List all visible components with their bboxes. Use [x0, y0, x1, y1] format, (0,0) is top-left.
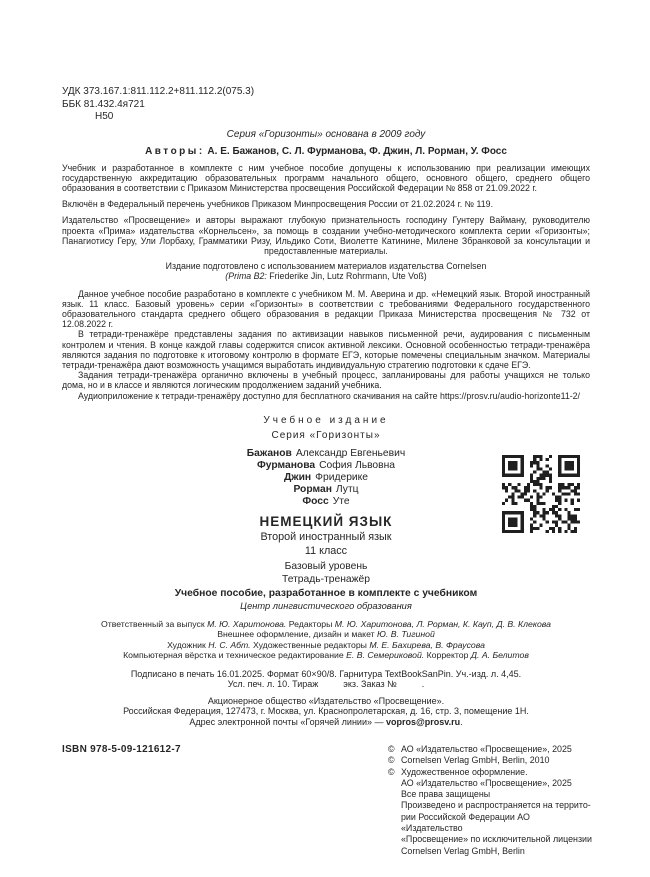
approval-paragraph: Учебник и разработанное в комплекте с ним учебное пособие допущены к использованию при реализации имеющих государственную аккредитацию образовательных программ начального общего, основного общего, среднего общего образования в соответствии с Приказом Министерства просвещения Российской Федерации № 858 от 21.09.2022 г.: [62, 162, 590, 193]
copyright-symbol: [388, 834, 401, 845]
author-last-name: Фурманова: [256, 459, 316, 471]
copyright-symbol: [388, 812, 401, 835]
book-level: Базовый уровень: [284, 560, 368, 572]
copyright-symbol: ©: [388, 766, 395, 777]
author-first-name: Фридерике: [315, 471, 369, 483]
copyright-symbol: [388, 800, 401, 811]
author-last-name: Бажанов: [246, 447, 292, 459]
series-founded-note: Серия «Горизонты» основана в 2009 году: [226, 128, 426, 140]
bibliographic-codes: [62, 86, 590, 124]
copyright-line: Cornelsen Verlag GmbH, Berlin: [388, 846, 593, 857]
qr-code: [502, 455, 580, 533]
book-type: Тетрадь-тренажёр: [282, 573, 370, 585]
udk-line: УДК 373.167.1:811.112.2+811.112.2(075.3): [62, 86, 255, 97]
audio-app-paragraph: Аудиоприложение к тетради-тренажёру доступно для бесплатного скачивания на сайте https://prosv.ru/audio-horizonte11-2/: [78, 390, 580, 401]
cornelsen-note-line1: Издание подготовлено с использованием материалов издательства Cornelsen: [165, 261, 487, 272]
hotline-email-line: Адрес электронной почты «Горячей линии» — vopros@prosv.ru.: [189, 716, 463, 727]
authors-line: Авторы: А. Е. Бажанов, С. Л. Фурманова, Ф. Джин, Л. Рорман, У. Фосс: [145, 145, 507, 157]
print-data-block: [62, 669, 590, 728]
publisher-address-line: Российская Федерация, 127473, г. Москва, ул. Краснопролетарская, д. 16, стр. 3, помещение 1Н.: [123, 706, 529, 717]
copyright-symbol: [388, 789, 401, 800]
linguistic-center: Центр лингвистического образования: [240, 600, 412, 611]
cornelsen-note-line2: (Prima B2: Friederike Jin, Lutz Rohrmann, Ute Voß): [225, 271, 427, 282]
author-last-name: Джин: [283, 471, 312, 483]
author-last-name: Фосс: [302, 495, 329, 507]
annotation-paragraph: Задания тетради-тренажёра органично включены в учебный процесс, запланированы для работы учащихся не только дома, но и в классе и являются логическим продолжением заданий учебника.: [62, 370, 590, 391]
author-last-name: Рорман: [293, 483, 332, 495]
book-grade: 11 класс: [304, 544, 348, 557]
edition-series: Серия «Горизонты»: [271, 429, 381, 441]
annotation-paragraph: В тетради-тренажёре представлены задания по активизации навыков письменной речи, аудирования с письменным контролем и чтения. В конце каждой главы содержится список активной лексики. Основной особенностью тетради-тренажёра являются задания по подготовке к итоговому контролю в формате ЕГЭ, которые помечены специальным значком. Материалы тетради-тренажёра дают возможность учащимся выработать индивидуальную стратегию подготовки к сдаче ЕГЭ.: [62, 329, 590, 370]
credits-line: Художник Н. С. Абт. Художественные редакторы М. Е. Бахирева, В. Фраусова: [167, 639, 485, 650]
author-first-name: Александр Евгеньевич: [295, 447, 406, 459]
credits-line: Внешнее оформление, дизайн и макет Ю. В. Тигиной: [217, 629, 435, 640]
publisher-block: [62, 696, 590, 728]
copyright-block: [388, 744, 593, 857]
acknowledgements-paragraph: Издательство «Просвещение» и авторы выражают глубокую признательность господину Гунтеру Вайману, руководителю проекта «Прима» издательства «Корнельсен», за помощь в создании учебно-методического комплекта серии «Горизонты»; Панагиотису Геру, Ули Лорбаху, Грамматики Ризу, Ильдико Соти, Виолетте Катинине, Милене Збранковой за консультации и предоставленные материалы.: [62, 215, 590, 256]
copyright-symbol: ©: [388, 755, 395, 766]
page-content: [62, 86, 590, 727]
book-subtitle: Второй иностранный язык: [260, 530, 392, 543]
annotation-block: [62, 289, 590, 401]
copyright-line: © Художественное оформление.: [388, 766, 528, 777]
author-first-name: София Львовна: [319, 459, 396, 471]
qr-code-graphic: [502, 455, 580, 533]
edition-heading: Учебное издание: [263, 414, 389, 426]
federal-list-paragraph: Включён в Федеральный перечень учебников Приказом Минпросвещения России от 21.02.2024 г. № 119.: [62, 199, 494, 210]
credits-block: [62, 619, 590, 661]
copyright-symbol: [388, 846, 401, 857]
credits-line: Компьютерная вёрстка и техническое редактирование Е. В. Семериковой. Корректор Д. А. Белитов: [123, 650, 529, 661]
isbn: ISBN 978-5-09-121612-7: [62, 744, 181, 755]
copyright-line: Произведено и распространяется на террито-: [388, 800, 593, 811]
book-code: Н50: [95, 111, 114, 122]
copyright-line: АО «Издательство «Просвещение», 2025: [388, 778, 593, 789]
credits-line: Ответственный за выпуск М. Ю. Харитонова. Редакторы М. Ю. Харитонова, Л. Рорман, К. Кауп, Д. В. Клекова: [101, 618, 551, 629]
imprint-line: Подписано в печать 16.01.2025. Формат 60×90/8. Гарнитура TextBookSanPin. Уч.-изд. л. 4,45.: [130, 668, 522, 679]
author-first-name: Уте: [332, 495, 350, 507]
author-first-name: Лутц: [335, 483, 359, 495]
copyright-line: Все права защищены: [388, 789, 593, 800]
annotation-paragraph: Данное учебное пособие разработано в комплекте с учебником М. М. Аверина и др. «Немецкий язык. Второй иностранный язык. 11 класс. Базовый уровень» серии «Горизонты» в соответствии с требованиями Федерального государственного образовательного стандарта среднего общего образования в редакции Приказа Министерства просвещения № 732 от 12.08.2022 г.: [62, 288, 590, 330]
bbk-line: ББК 81.432.4я721: [62, 98, 145, 110]
copyright-symbol: [388, 778, 401, 789]
copyright-symbol: ©: [388, 744, 395, 754]
book-title: НЕМЕЦКИЙ ЯЗЫК: [259, 513, 393, 529]
copyright-line: рии Российской Федерации АО «Издательство: [388, 812, 593, 835]
book-note: Учебное пособие, разработанное в комплекте с учебником: [174, 587, 478, 599]
copyright-line: «Просвещение» по исключительной лицензии: [388, 834, 593, 845]
cornelsen-note: [62, 261, 590, 281]
publisher-line: Акционерное общество «Издательство «Просвещение».: [207, 695, 445, 706]
copyright-line: © АО «Издательство «Просвещение», 2025: [388, 744, 572, 754]
copyright-line: © Cornelsen Verlag GmbH, Berlin, 2010: [388, 755, 550, 766]
imprint-line: Усл. печ. л. 10. Тираж экз. Заказ № .: [227, 679, 425, 690]
